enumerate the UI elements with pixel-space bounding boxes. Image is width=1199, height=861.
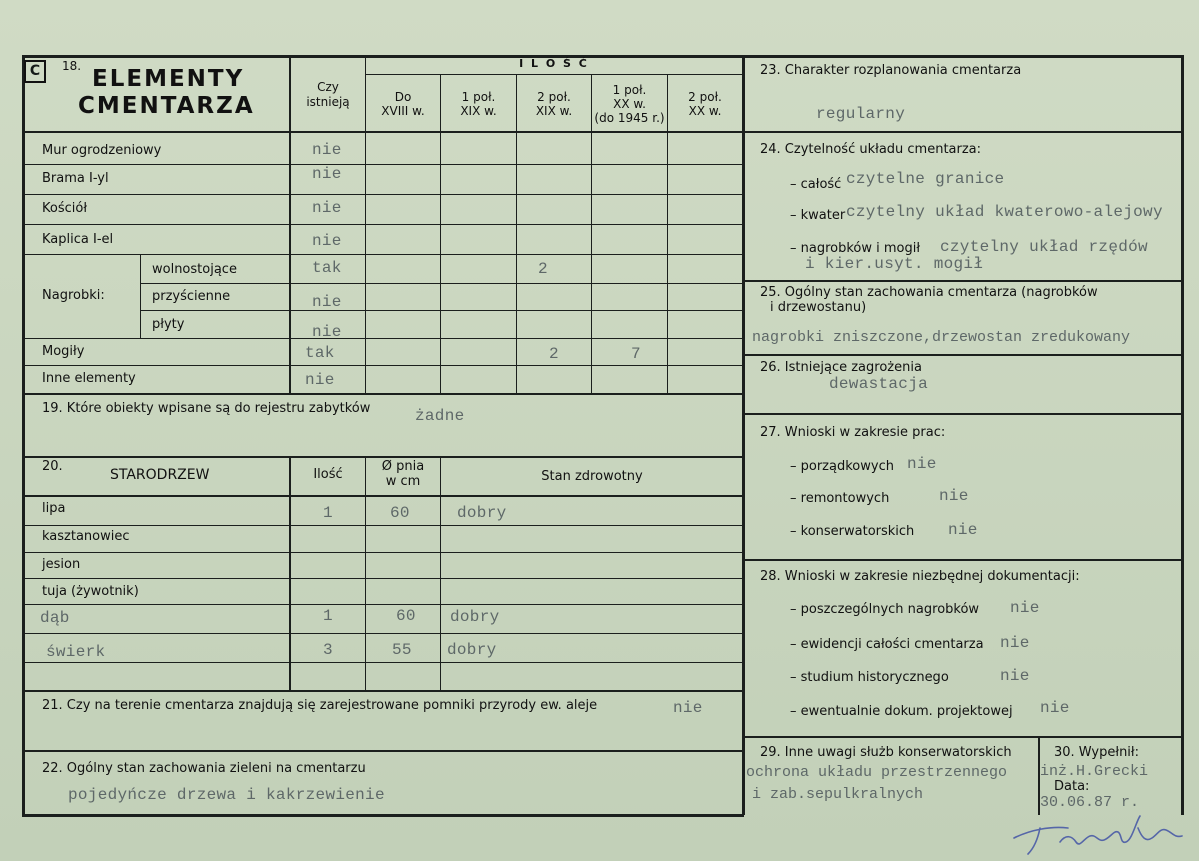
- legibility-whole-value: czytelne granice: [846, 170, 1005, 188]
- tree-row-count: 1: [323, 607, 333, 625]
- element-row-exists: tak: [305, 344, 335, 362]
- section-29-value: ochrona układu przestrzennego: [746, 764, 1008, 781]
- section-26-label: 26. Istniejące zagrożenia: [760, 360, 922, 375]
- legibility-quarters-value: czytelny układ kwaterowo-alejowy: [846, 203, 1163, 221]
- col-health-state: Stan zdrowotny: [541, 469, 643, 484]
- tree-row-name: tuja (żywotnik): [42, 584, 139, 599]
- section-22-label: 22. Ogólny stan zachowania zieleni na cmentarzu: [42, 761, 366, 776]
- element-row-label: wolnostojące: [152, 262, 237, 277]
- col-period-1: Do XVIII w.: [381, 90, 425, 118]
- element-row-label: Kościół: [42, 201, 88, 216]
- work-repair-label: – remontowych: [790, 491, 890, 506]
- col-period-3: 2 poł. XIX w.: [535, 90, 573, 118]
- tree-row-diameter: 60: [390, 504, 410, 522]
- section-25-label: 25. Ogólny stan zachowania cmentarza (nagrobków: [760, 285, 1098, 300]
- legibility-graves-value-2: i kier.usyt. mogił: [805, 255, 984, 273]
- legibility-graves-value: czytelny układ rzędów: [940, 238, 1148, 256]
- element-row-label: płyty: [152, 317, 185, 332]
- legibility-graves-label: – nagrobków i mogił: [790, 241, 921, 256]
- section-23-label: 23. Charakter rozplanowania cmentarza: [760, 63, 1022, 78]
- section-24-label: 24. Czytelność układu cmentarza:: [760, 142, 982, 157]
- section-18-title-line1: ELEMENTY: [92, 66, 245, 92]
- tombstones-group-label: Nagrobki:: [42, 288, 105, 303]
- section-21-value: nie: [673, 699, 703, 717]
- tree-row-health: dobry: [447, 641, 497, 659]
- section-21-label: 21. Czy na terenie cmentarza znajdują się zarejestrowane pomniki przyrody ew. aleje: [42, 698, 598, 713]
- section-20-title: STARODRZEW: [110, 467, 210, 483]
- element-row-count: 2: [538, 260, 548, 278]
- col-tree-count: Ilość: [313, 467, 343, 482]
- tree-row-count: 3: [323, 641, 333, 659]
- section-25-label-2: i drzewostanu): [770, 300, 867, 315]
- element-row-count: 7: [631, 345, 641, 363]
- fill-date: 30.06.87 r.: [1040, 794, 1140, 811]
- work-cleanup-label: – porządkowych: [790, 459, 894, 474]
- work-cleanup-value: nie: [907, 455, 937, 473]
- element-row-count: 2: [549, 345, 559, 363]
- date-label: Data:: [1054, 779, 1090, 794]
- element-row-label: Kaplica I-el: [42, 232, 114, 247]
- element-row-exists: tak: [312, 259, 342, 277]
- tree-row-name: jesion: [42, 557, 81, 572]
- tree-row-name: lipa: [42, 501, 66, 516]
- section-28-label: 28. Wnioski w zakresie niezbędnej dokumentacji:: [760, 569, 1080, 584]
- section-20-number: 20.: [42, 459, 63, 474]
- tree-row-health: dobry: [450, 608, 500, 626]
- doc-tombstones-value: nie: [1010, 599, 1040, 617]
- section-18-number: 18.: [62, 59, 82, 73]
- element-row-exists: nie: [312, 141, 342, 159]
- section-22-value: pojedyńcze drzewa i kakrzewienie: [68, 786, 385, 804]
- element-row-exists: nie: [312, 232, 342, 250]
- filled-by-name: inż.H.Grecki: [1040, 763, 1149, 780]
- doc-history-label: – studium historycznego: [790, 670, 949, 685]
- work-conservation-label: – konserwatorskich: [790, 524, 915, 539]
- doc-project-label: – ewentualnie dokum. projektowej: [790, 704, 1013, 719]
- section-marker: C: [24, 60, 46, 83]
- element-row-exists: nie: [312, 323, 342, 341]
- section-23-value: regularny: [816, 105, 906, 123]
- doc-history-value: nie: [1000, 667, 1030, 685]
- tree-row-name: świerk: [46, 643, 106, 661]
- col-period-4: 1 poł. XX w. (do 1945 r.): [594, 83, 665, 125]
- tree-row-health: dobry: [457, 504, 507, 522]
- tree-row-diameter: 55: [392, 641, 412, 659]
- quantity-header: I L O Ś Ć: [519, 57, 589, 70]
- section-27-label: 27. Wnioski w zakresie prac:: [760, 425, 946, 440]
- doc-project-value: nie: [1040, 699, 1070, 717]
- work-conservation-value: nie: [948, 521, 978, 539]
- element-row-label: Brama I-yl: [42, 171, 109, 186]
- section-19-label: 19. Które obiekty wpisane są do rejestru zabytków: [42, 401, 371, 416]
- legibility-quarters-label: – kwater: [790, 208, 846, 223]
- section-26-value: dewastacja: [829, 375, 929, 393]
- element-row-exists: nie: [312, 293, 342, 311]
- doc-tombstones-label: – poszczególnych nagrobków: [790, 602, 980, 617]
- element-row-label: przyścienne: [152, 289, 231, 304]
- doc-records-label: – ewidencji całości cmentarza: [790, 637, 984, 652]
- col-period-2: 1 poł. XIX w.: [460, 90, 497, 118]
- element-row-label: Inne elementy: [42, 371, 136, 386]
- doc-records-value: nie: [1000, 634, 1030, 652]
- col-period-5: 2 poł. XX w.: [688, 90, 722, 118]
- section-29-value-2: i zab.sepulkralnych: [752, 786, 924, 803]
- section-18-title-line2: CMENTARZA: [78, 93, 255, 119]
- tree-row-name: dąb: [40, 609, 70, 627]
- tree-row-count: 1: [323, 504, 333, 522]
- element-row-exists: nie: [312, 165, 342, 183]
- section-19-value: żadne: [415, 407, 465, 425]
- col-exists-header: Czy istnieją: [306, 80, 350, 109]
- section-30-label: 30. Wypełnił:: [1054, 745, 1139, 760]
- tree-row-diameter: 60: [396, 607, 416, 625]
- element-row-label: Mur ogrodzeniowy: [42, 143, 162, 158]
- tree-row-name: kasztanowiec: [42, 529, 130, 544]
- section-25-value: nagrobki zniszczone,drzewostan zredukowany: [752, 329, 1131, 346]
- work-repair-value: nie: [939, 487, 969, 505]
- section-29-label: 29. Inne uwagi służb konserwatorskich: [760, 745, 1012, 760]
- legibility-whole-label: – całość: [790, 177, 842, 192]
- signature-image: [1010, 808, 1190, 858]
- element-row-exists: nie: [312, 199, 342, 217]
- element-row-label: Mogiły: [42, 344, 85, 359]
- element-row-exists: nie: [305, 371, 335, 389]
- col-trunk-diameter: Ø pnia w cm: [381, 459, 425, 489]
